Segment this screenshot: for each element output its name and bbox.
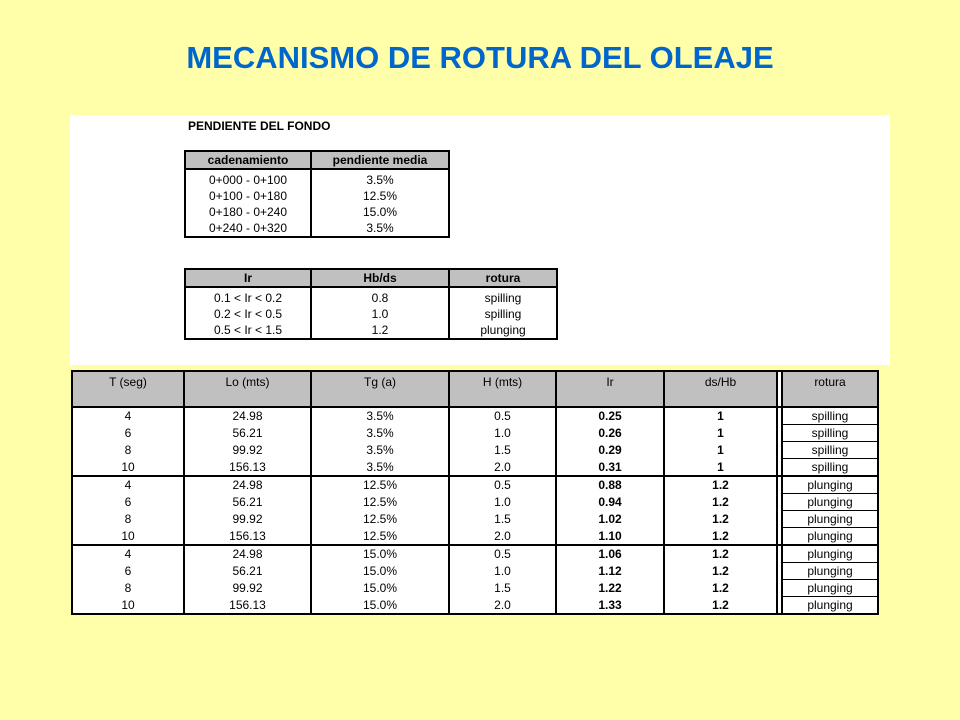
main-cell: 56.21 bbox=[184, 425, 311, 442]
main-cell: 3.5% bbox=[311, 442, 449, 459]
slope-cell: 15.0% bbox=[362, 205, 398, 219]
slope-table bbox=[184, 150, 450, 238]
main-cell: 99.92 bbox=[184, 442, 311, 459]
main-cell: 6 bbox=[72, 563, 184, 580]
main-cell: 156.13 bbox=[184, 528, 311, 546]
breaking-header-cell: rotura bbox=[449, 269, 557, 287]
main-row bbox=[72, 425, 878, 442]
breaking-cell: 0.8 bbox=[311, 287, 449, 306]
slope-cell: 12.5% bbox=[362, 189, 398, 203]
slope-row bbox=[185, 188, 449, 204]
main-cell: 1.5 bbox=[449, 511, 556, 528]
slope-row bbox=[185, 169, 449, 188]
main-cell: 12.5% bbox=[311, 528, 449, 546]
main-cell: spilling bbox=[782, 407, 878, 425]
main-cell: 1 bbox=[664, 442, 777, 459]
main-row bbox=[72, 563, 878, 580]
main-header-cell: H (mts) bbox=[449, 371, 556, 407]
main-cell: 3.5% bbox=[311, 425, 449, 442]
main-cell: 1.5 bbox=[449, 580, 556, 597]
main-cell: 1.2 bbox=[664, 528, 777, 546]
main-cell: 99.92 bbox=[184, 580, 311, 597]
main-cell: 12.5% bbox=[311, 494, 449, 511]
main-cell: 1.0 bbox=[449, 494, 556, 511]
main-cell: 4 bbox=[72, 407, 184, 425]
main-cell: spilling bbox=[782, 442, 878, 459]
main-cell: 1.06 bbox=[556, 545, 664, 563]
breaking-cell: spilling bbox=[484, 291, 522, 305]
slope-cell: 0+180 - 0+240 bbox=[185, 204, 311, 220]
main-cell: 12.5% bbox=[311, 476, 449, 494]
main-row bbox=[72, 545, 878, 563]
main-cell: 10 bbox=[72, 459, 184, 477]
main-cell: plunging bbox=[782, 597, 878, 615]
main-cell: plunging bbox=[782, 494, 878, 511]
main-cell: 1.12 bbox=[556, 563, 664, 580]
main-cell: spilling bbox=[782, 459, 878, 477]
main-cell: 1.2 bbox=[664, 545, 777, 563]
main-cell: 1.5 bbox=[449, 442, 556, 459]
main-header-cell: ds/Hb bbox=[664, 371, 777, 407]
main-header-cell: Tg (a) bbox=[311, 371, 449, 407]
main-row bbox=[72, 528, 878, 546]
main-row bbox=[72, 459, 878, 477]
main-cell: 8 bbox=[72, 442, 184, 459]
main-cell: 0.5 bbox=[449, 545, 556, 563]
main-cell: 15.0% bbox=[311, 580, 449, 597]
breaking-cell: spilling bbox=[484, 307, 522, 321]
main-cell: 12.5% bbox=[311, 511, 449, 528]
main-row bbox=[72, 442, 878, 459]
main-cell: 15.0% bbox=[311, 545, 449, 563]
slope-cell: 0+000 - 0+100 bbox=[185, 169, 311, 188]
main-cell: 10 bbox=[72, 528, 184, 546]
main-cell: 2.0 bbox=[449, 459, 556, 477]
slope-cell: 3.5% bbox=[366, 221, 394, 235]
main-row bbox=[72, 580, 878, 597]
main-row bbox=[72, 511, 878, 528]
slope-table-label: PENDIENTE DEL FONDO bbox=[188, 119, 331, 133]
main-cell: 0.5 bbox=[449, 476, 556, 494]
slope-row bbox=[185, 204, 449, 220]
slope-row bbox=[185, 220, 449, 237]
slope-header-cell: cadenamiento bbox=[185, 151, 311, 169]
main-cell: 0.25 bbox=[556, 407, 664, 425]
main-cell: 8 bbox=[72, 511, 184, 528]
main-cell: 0.31 bbox=[556, 459, 664, 477]
main-cell: 24.98 bbox=[184, 407, 311, 425]
main-cell: 0.26 bbox=[556, 425, 664, 442]
main-header-cell: Ir bbox=[556, 371, 664, 407]
main-cell: 15.0% bbox=[311, 597, 449, 615]
main-cell: 3.5% bbox=[311, 459, 449, 477]
breaking-cell: plunging bbox=[480, 323, 526, 337]
main-cell: plunging bbox=[782, 476, 878, 494]
breaking-row bbox=[185, 322, 557, 339]
main-cell: 10 bbox=[72, 597, 184, 615]
main-cell: 0.5 bbox=[449, 407, 556, 425]
main-cell: 0.29 bbox=[556, 442, 664, 459]
main-row bbox=[72, 494, 878, 511]
main-cell: 0.88 bbox=[556, 476, 664, 494]
main-cell: 1.22 bbox=[556, 580, 664, 597]
main-cell: 2.0 bbox=[449, 528, 556, 546]
breaking-cell: 1.2 bbox=[311, 322, 449, 339]
main-cell: 56.21 bbox=[184, 494, 311, 511]
main-cell: 4 bbox=[72, 545, 184, 563]
main-cell: 1.2 bbox=[664, 597, 777, 615]
main-cell: 1.2 bbox=[664, 580, 777, 597]
main-cell: 156.13 bbox=[184, 459, 311, 477]
main-cell: plunging bbox=[782, 528, 878, 546]
breaking-header-cell: Ir bbox=[185, 269, 311, 287]
breaking-header-cell: Hb/ds bbox=[311, 269, 449, 287]
wave-breaking-table bbox=[71, 370, 879, 615]
main-row bbox=[72, 597, 878, 615]
main-cell: 3.5% bbox=[311, 407, 449, 425]
breaking-cell: 0.5 < Ir < 1.5 bbox=[185, 322, 311, 339]
main-cell: 15.0% bbox=[311, 563, 449, 580]
main-cell: 156.13 bbox=[184, 597, 311, 615]
main-cell: 24.98 bbox=[184, 476, 311, 494]
breaking-cell: 0.2 < Ir < 0.5 bbox=[185, 306, 311, 322]
main-cell: 6 bbox=[72, 425, 184, 442]
main-cell: plunging bbox=[782, 511, 878, 528]
main-cell: plunging bbox=[782, 563, 878, 580]
main-cell: plunging bbox=[782, 580, 878, 597]
main-cell: 1.0 bbox=[449, 563, 556, 580]
main-cell: 4 bbox=[72, 476, 184, 494]
breaking-table bbox=[184, 268, 558, 340]
slope-cell: 3.5% bbox=[366, 173, 394, 187]
main-cell: 1.2 bbox=[664, 494, 777, 511]
main-cell: 1.2 bbox=[664, 511, 777, 528]
breaking-cell: 1.0 bbox=[311, 306, 449, 322]
main-row bbox=[72, 407, 878, 425]
main-cell: 99.92 bbox=[184, 511, 311, 528]
page-title: MECANISMO DE ROTURA DEL OLEAJE bbox=[186, 40, 774, 75]
main-cell: plunging bbox=[782, 545, 878, 563]
breaking-cell: 0.1 < Ir < 0.2 bbox=[185, 287, 311, 306]
main-cell: spilling bbox=[782, 425, 878, 442]
main-cell: 1 bbox=[664, 459, 777, 477]
slope-header-cell: pendiente media bbox=[311, 151, 449, 169]
breaking-row bbox=[185, 287, 557, 306]
breaking-row bbox=[185, 306, 557, 322]
main-cell: 0.94 bbox=[556, 494, 664, 511]
main-header-cell: T (seg) bbox=[72, 371, 184, 407]
main-cell: 1.02 bbox=[556, 511, 664, 528]
main-row bbox=[72, 476, 878, 494]
main-header-cell: rotura bbox=[782, 371, 878, 407]
main-cell: 1 bbox=[664, 407, 777, 425]
slope-cell: 0+100 - 0+180 bbox=[185, 188, 311, 204]
main-cell: 1.10 bbox=[556, 528, 664, 546]
main-cell: 6 bbox=[72, 494, 184, 511]
main-header-cell: Lo (mts) bbox=[184, 371, 311, 407]
main-cell: 1.33 bbox=[556, 597, 664, 615]
slope-cell: 0+240 - 0+320 bbox=[185, 220, 311, 237]
main-cell: 1.2 bbox=[664, 563, 777, 580]
main-cell: 1.0 bbox=[449, 425, 556, 442]
main-cell: 56.21 bbox=[184, 563, 311, 580]
main-cell: 8 bbox=[72, 580, 184, 597]
main-cell: 2.0 bbox=[449, 597, 556, 615]
main-cell: 1 bbox=[664, 425, 777, 442]
main-cell: 24.98 bbox=[184, 545, 311, 563]
main-cell: 1.2 bbox=[664, 476, 777, 494]
